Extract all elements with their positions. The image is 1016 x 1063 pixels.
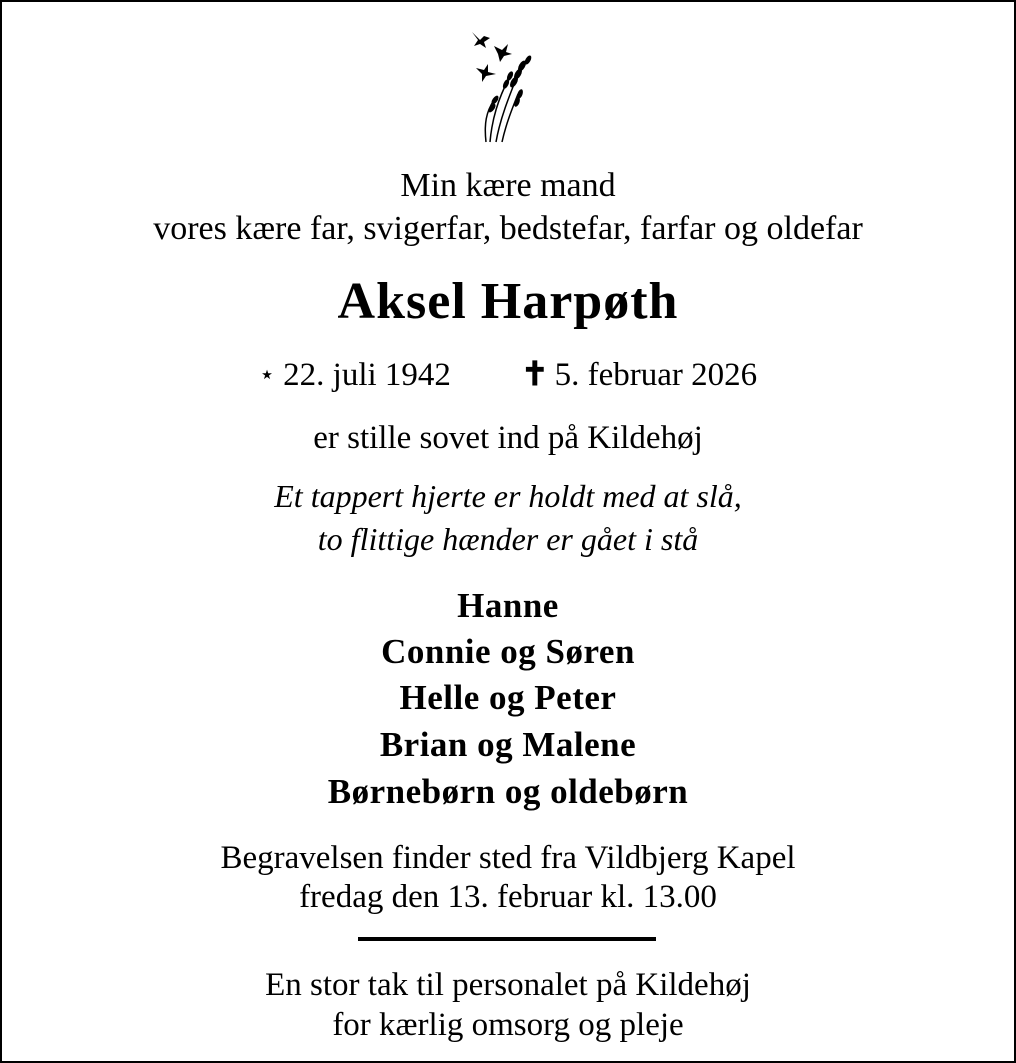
funeral-line-1: Begravelsen finder sted fra Vildbjerg Kapel (220, 840, 796, 876)
death-date: 5. februar 2026 (554, 357, 758, 393)
family-member: Connie og Søren (381, 632, 635, 671)
family-member: Helle og Peter (399, 678, 617, 717)
family-member: Hanne (457, 586, 559, 625)
poem-line-2: to flittige hænder er gået i stå (317, 521, 699, 557)
intro-line-1: Min kære mand (400, 167, 616, 204)
funeral-line-2: fredag den 13. februar kl. 13.00 (299, 879, 717, 915)
birds-and-wheat-icon (462, 24, 552, 144)
thanks-line-1: En stor tak til personalet på Kildehøj (265, 967, 751, 1003)
place-text: er stille sovet ind på Kildehøj (313, 420, 703, 456)
divider-rule (358, 937, 656, 941)
cross-icon: ✝ (520, 357, 549, 393)
poem-line-1: Et tappert hjerte er holdt med at slå, (274, 478, 742, 514)
thanks-line-2: for kærlig omsorg og pleje (332, 1007, 684, 1043)
intro-line-2: vores kære far, svigerfar, bedstefar, farfar og oldefar (153, 210, 863, 247)
deceased-name: Aksel Harpøth (337, 273, 679, 330)
birth-date: 22. juli 1942 (283, 357, 451, 393)
family-member: Børnebørn og oldebørn (327, 772, 689, 811)
star-icon: ⋆ (258, 360, 276, 389)
family-member: Brian og Malene (379, 725, 637, 764)
dates-row (0, 355, 1016, 395)
